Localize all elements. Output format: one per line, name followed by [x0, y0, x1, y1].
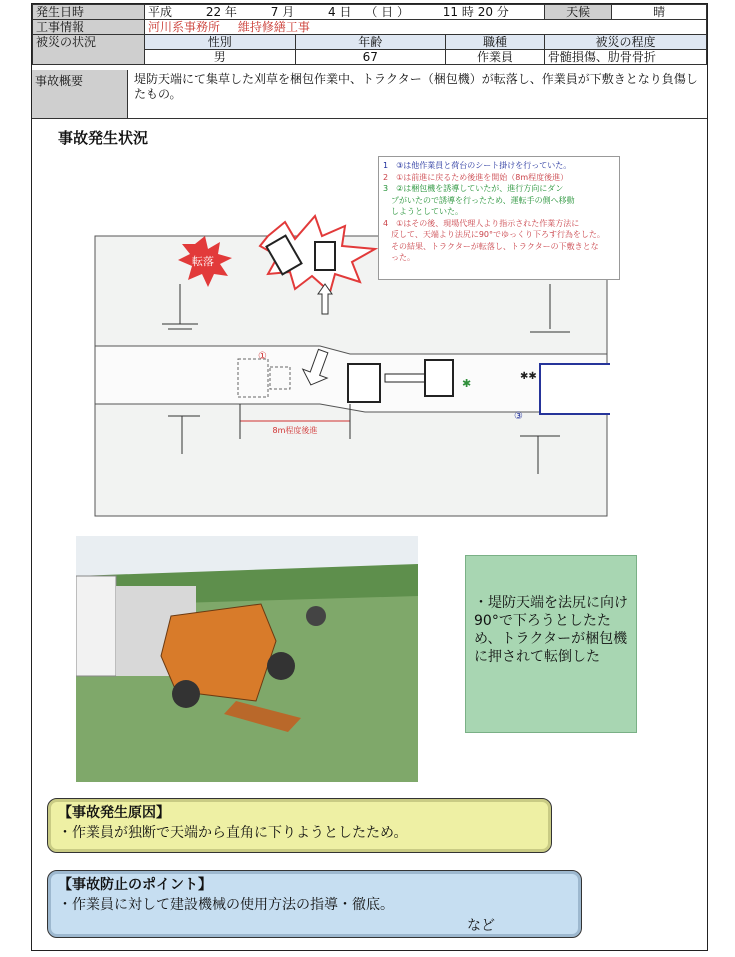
summary-text: 堤防天端にて集草した刈草を梱包作業中、トラクター（梱包機）が転落し、作業員が下敷きとなり負傷したもの。 — [134, 72, 698, 101]
date-value — [145, 5, 545, 20]
baler — [425, 360, 453, 396]
date-year: 22 年 — [205, 5, 237, 19]
note-line: 3 ②は梱包機を誘導していたが、進行方向にダン — [383, 184, 564, 193]
work-office: 河川系事務所 — [148, 20, 221, 34]
job-value: 作業員 — [446, 50, 545, 65]
header-table — [32, 4, 707, 65]
note-line: その結果、トラクターが転落し、トラクターの下敷きとな — [383, 241, 599, 251]
date-day: 4 日 — [328, 5, 352, 19]
worker-2-icon: ✱ — [462, 377, 472, 390]
date-label: 発生日時 — [33, 5, 145, 20]
note-line: った。 — [383, 253, 415, 262]
distance-label: 8m程度後進 — [272, 426, 318, 435]
summary-label: 事故概要 — [32, 70, 128, 118]
note-line: しようとしていた。 — [383, 207, 463, 216]
fallen-tractor — [315, 242, 335, 270]
photo-truck — [76, 576, 116, 676]
marker-3: ③ — [514, 411, 523, 422]
work-label: 工事情報 — [33, 20, 145, 35]
work-value — [145, 20, 707, 35]
photo-wheel — [172, 680, 200, 708]
work-row — [33, 20, 707, 35]
gender-label: 性別 — [145, 35, 296, 50]
tractor — [348, 364, 380, 402]
date-weekday: （ 日 ） — [365, 5, 409, 19]
weather-value: 晴 — [612, 5, 707, 20]
photo-wheel — [306, 606, 326, 626]
note-line: 4 ①はその後、現場代理人より指示された作業方法に — [383, 218, 580, 228]
date-time: 11 時 20 分 — [442, 5, 509, 19]
dump-truck — [540, 364, 610, 414]
note-line: プがいたので誘導を行ったため、運転手の側へ移動 — [383, 195, 575, 205]
note-line: 反して、天端より法尻に90°でゆっくり下ろす行為をした。 — [383, 230, 605, 239]
age-value: 67 — [295, 50, 446, 65]
prevention-suffix: など — [467, 918, 495, 934]
note-line: 2 ①は前進に戻るため後進を開始（8m程度後進） — [383, 172, 569, 182]
cause-text: ・作業員が独断で天端から直角に下りようとしたため。 — [58, 825, 408, 841]
weather-label: 天候 — [544, 5, 611, 20]
prevention-box — [47, 870, 582, 938]
gender-value: 男 — [145, 50, 296, 65]
prevention-title: 【事故防止のポイント】 — [58, 877, 212, 893]
green-note-box: ・堤防天端を法尻に向け90°で下ろうとしたため、トラクターが梱包機に押されて転倒した — [465, 555, 637, 733]
age-label: 年齢 — [295, 35, 446, 50]
victim-header-row — [33, 35, 707, 50]
fall-burst-label: 転落 — [192, 255, 214, 268]
worker-icons: ✱✱ — [520, 371, 537, 382]
note-line: 1 ③は他作業員と荷台のシート掛けを行っていた。 — [383, 161, 572, 170]
date-row — [33, 5, 707, 20]
injury-value: 骨髄損傷、肋骨骨折 — [544, 50, 706, 65]
victim-label: 被災の状況 — [33, 35, 145, 65]
hitch — [385, 374, 427, 382]
injury-label: 被災の程度 — [544, 35, 706, 50]
accident-report-sheet — [31, 3, 708, 951]
marker-1: ① — [258, 351, 267, 362]
cause-box — [47, 798, 552, 853]
date-month: 7 月 — [270, 5, 295, 19]
job-label: 職種 — [446, 35, 545, 50]
accident-photo — [76, 536, 418, 782]
diagram-notes — [378, 156, 620, 280]
cause-title: 【事故発生原因】 — [58, 805, 170, 821]
section-title: 事故発生状況 — [58, 129, 149, 147]
summary-row — [32, 70, 707, 119]
work-name: 維持修繕工事 — [237, 20, 310, 34]
prevention-text: ・作業員に対して建設機械の使用方法の指導・徹底。 — [58, 897, 394, 913]
photo-wheel — [267, 652, 295, 680]
date-era: 平成 — [148, 5, 173, 19]
